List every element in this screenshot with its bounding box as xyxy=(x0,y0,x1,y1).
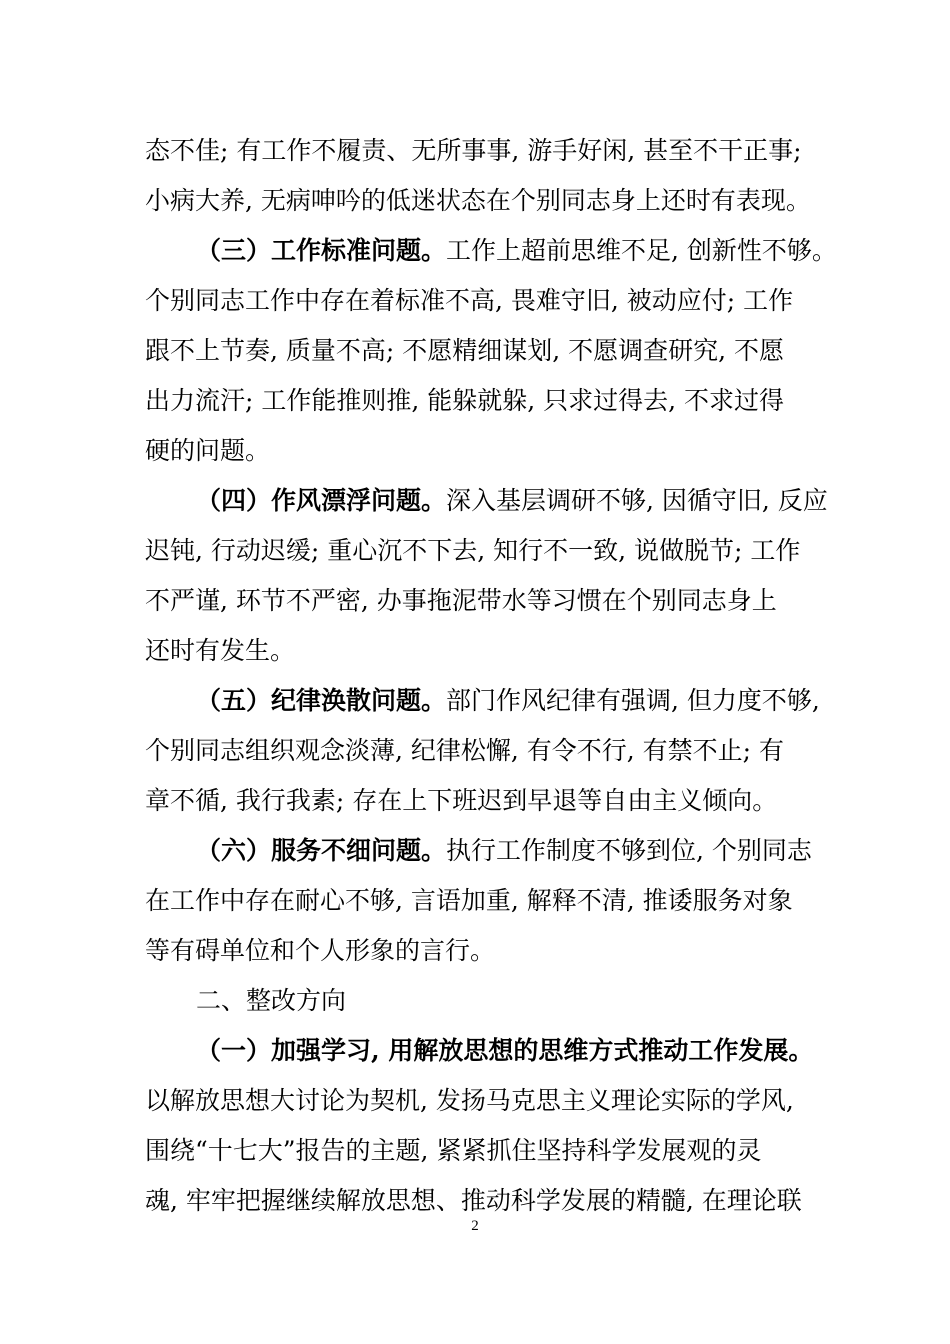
heading-text: 工作上超前思维不足, 创新性不够。 xyxy=(446,236,837,265)
text-line: 硬的问题。 xyxy=(145,436,271,465)
text-line: 章不循, 我行我素; 存在上下班迟到早退等自由主义倾向。 xyxy=(145,786,778,815)
text-line: 跟不上节奏, 质量不高; 不愿精细谋划, 不愿调查研究, 不愿 xyxy=(145,336,785,365)
text-line: 个别同志工作中存在着标准不高, 畏难守旧, 被动应付; 工作 xyxy=(145,286,794,315)
text-line: 还时有发生。 xyxy=(145,636,296,665)
text-line: 不严谨, 环节不严密, 办事拖泥带水等习惯在个别同志身上 xyxy=(145,586,777,615)
section-heading: （四）作风漂浮问题。 xyxy=(196,486,447,515)
body-text xyxy=(145,126,837,1226)
section-heading-line xyxy=(145,226,837,276)
section-heading-line xyxy=(145,676,820,726)
section-heading-line xyxy=(145,826,815,876)
text-line: 在工作中存在耐心不够, 言语加重, 解释不清, 推诿服务对象 xyxy=(145,886,793,915)
text-line: 小病大养, 无病呻吟的低迷状态在个别同志身上还时有表现。 xyxy=(145,186,811,215)
text-line: 魂, 牢牢把握继续解放思想、推动科学发展的精髓, 在理论联 xyxy=(145,1186,802,1215)
section-heading: （五）纪律涣散问题。 xyxy=(196,686,447,715)
text-line: 以解放思想大讨论为契机, 发扬马克思主义理论实际的学风, xyxy=(145,1086,794,1115)
section-heading: （一）加强学习, 用解放思想的思维方式推动工作发展。 xyxy=(196,1036,814,1065)
section-heading: （三）工作标准问题。 xyxy=(196,236,447,265)
text-line: 围绕“十七大”报告的主题, 紧紧抓住坚持科学发展观的灵 xyxy=(145,1136,762,1165)
heading-text: 深入基层调研不够, 因循守旧, 反应 xyxy=(446,486,828,515)
heading-text: 执行工作制度不够到位, 个别同志 xyxy=(446,836,812,865)
page-number: 2 xyxy=(471,1218,479,1234)
text-line: 个别同志组织观念淡薄, 纪律松懈, 有令不行, 有禁不止; 有 xyxy=(145,736,785,765)
text-line: 迟钝, 行动迟缓; 重心沉不下去, 知行不一致, 说做脱节; 工作 xyxy=(145,536,801,565)
section-heading-line xyxy=(145,476,828,526)
heading-text: 部门作风纪律有强调, 但力度不够, xyxy=(446,686,820,715)
text-line: 出力流汗; 工作能推则推, 能躲就躲, 只求过得去, 不求过得 xyxy=(145,386,785,415)
text-line: 等有碍单位和个人形象的言行。 xyxy=(145,936,496,965)
section-heading: （六）服务不细问题。 xyxy=(196,836,447,865)
chapter-heading: 二、整改方向 xyxy=(196,986,347,1015)
text-line: 态不佳; 有工作不履责、无所事事, 游手好闲, 甚至不干正事; xyxy=(145,136,802,165)
section-heading-line xyxy=(145,1026,815,1076)
